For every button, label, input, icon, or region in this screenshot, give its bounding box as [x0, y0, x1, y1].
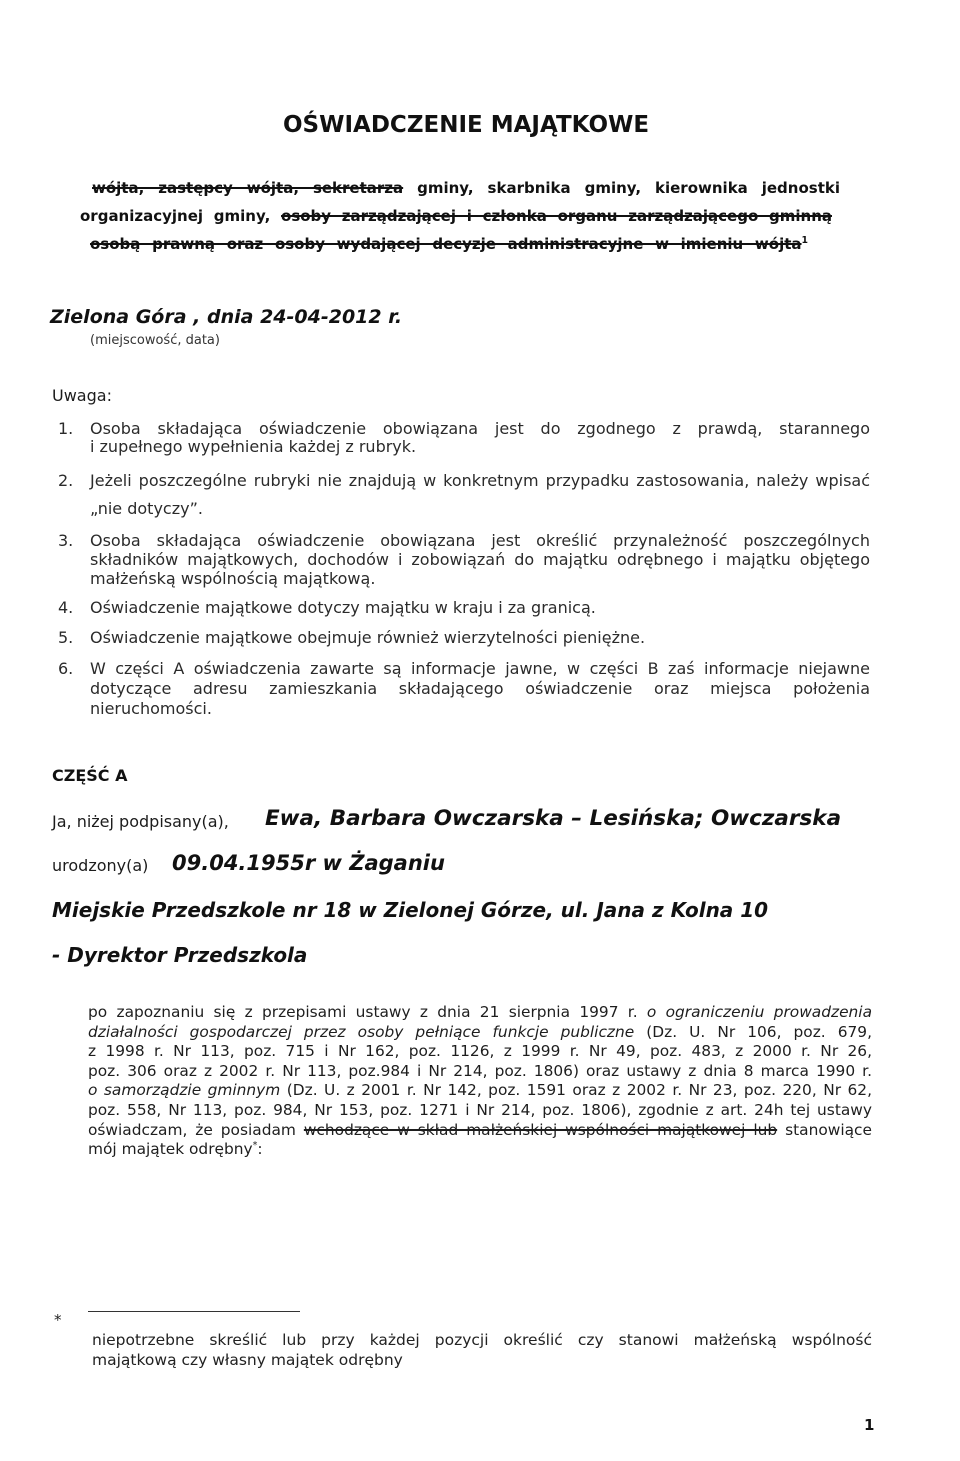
- statute-title: o samorządzie gminnym: [88, 1081, 281, 1099]
- footnote-mark: *: [54, 1311, 62, 1329]
- note-number: 3.: [58, 531, 74, 550]
- note-line: W części A oświadczenia zawarte są informacje jawne, w części B zaś informacje niejawne: [90, 659, 870, 678]
- note-line: składników majątkowych, dochodów i zobowiązań do majątku odrębnego i majątku objętego: [90, 550, 870, 569]
- statement-text: :: [257, 1140, 263, 1158]
- notes-label: Uwaga:: [52, 386, 112, 405]
- subtitle-line-2: [80, 206, 832, 226]
- statement-line: poz. 558, Nr 113, poz. 984, Nr 153, poz. 1271 i Nr 214, poz. 1806), zgodnie z art. 24h tej ustawy: [88, 1101, 872, 1119]
- statement-text: oświadczam, że posiadam: [88, 1121, 296, 1139]
- subtitle-line-1: [92, 178, 840, 198]
- position: - Dyrektor Przedszkola: [52, 943, 308, 967]
- page-number: 1: [864, 1416, 875, 1434]
- part-a-heading: CZĘŚĆ A: [52, 766, 128, 785]
- footnote-reference: *: [252, 1139, 258, 1151]
- struck-text: osobą prawną oraz osoby wydającej decyzje administracyjne w imieniu wójta: [90, 235, 802, 253]
- statement-line: [88, 1140, 872, 1160]
- statement-line: poz. 306 oraz z 2002 r. Nr 113, poz.984 i Nr 214, poz. 1806) oraz ustawy z dnia 8 marca 1990 r.: [88, 1062, 872, 1080]
- note-line: Osoba składająca oświadczenie obowiązana jest do zgodnego z prawdą, starannego: [90, 419, 870, 438]
- note-number: 4.: [58, 598, 74, 617]
- note-number: 5.: [58, 628, 74, 647]
- footnote-line: niepotrzebne skreślić lub przy każdej pozycji określić czy stanowi małżeńską wspólność: [92, 1331, 872, 1349]
- birth-value: 09.04.1955r w Żaganiu: [172, 851, 445, 875]
- note-line: i zupełnego wypełnienia każdej z rubryk.: [90, 437, 417, 456]
- footnote-line: majątkową czy własny majątek odrębny: [92, 1351, 403, 1369]
- note-line: „nie dotyczy”.: [90, 499, 203, 518]
- note-number: 1.: [58, 419, 74, 438]
- note-number: 6.: [58, 659, 74, 678]
- statement-line: z 1998 r. Nr 113, poz. 715 i Nr 162, poz. 1126, z 1999 r. Nr 49, poz. 483, z 2000 r. Nr 26,: [88, 1042, 872, 1060]
- note-line: małżeńską wspólnością majątkową.: [90, 569, 376, 588]
- note-line: Oświadczenie majątkowe obejmuje również wierzytelności pieniężne.: [90, 628, 646, 647]
- statute-title: o ograniczeniu prowadzenia: [646, 1003, 872, 1021]
- statement-line: [88, 1023, 872, 1043]
- note-line: Osoba składająca oświadczenie obowiązana jest określić przynależność poszczególnych: [90, 531, 870, 550]
- footnote-divider: [88, 1311, 300, 1312]
- statement-text: (Dz. U. Nr 106, poz. 679,: [646, 1023, 872, 1041]
- statement-text: (Dz. U. z 2001 r. Nr 142, poz. 1591 oraz z 2002 r. Nr 23, poz. 220, Nr 62,: [286, 1081, 872, 1099]
- subtitle-text: gminy, skarbnika gminy, kierownika jednostki: [417, 179, 840, 197]
- note-line: nieruchomości.: [90, 699, 212, 718]
- subtitle-text: organizacyjnej gminy,: [80, 207, 271, 225]
- declarant-name: Ewa, Barbara Owczarska – Lesińska; Owczarska: [265, 806, 842, 831]
- note-line: Jeżeli poszczególne rubryki nie znajdują w konkretnym przypadku zastosowania, należy wpisać: [90, 471, 870, 490]
- struck-text: wchodzące w skład małżeńskiej wspólności majątkowej lub: [303, 1121, 778, 1139]
- document-title: OŚWIADCZENIE MAJĄTKOWE: [283, 112, 650, 138]
- declarant-label: Ja, niżej podpisany(a),: [52, 812, 229, 831]
- place-date-caption: (miejscowość, data): [90, 333, 220, 348]
- note-line: Oświadczenie majątkowe dotyczy majątku w kraju i za granicą.: [90, 598, 596, 617]
- subtitle-line-3: [90, 234, 808, 254]
- birth-label: urodzony(a): [52, 856, 149, 875]
- statement-line: [88, 1003, 872, 1023]
- footnote-reference: 1: [801, 235, 808, 246]
- statement-text: mój majątek odrębny: [88, 1140, 253, 1158]
- statement-line: [88, 1081, 872, 1101]
- note-line: dotyczące adresu zamieszkania składającego oświadczenie oraz miejsca położenia: [90, 679, 870, 698]
- workplace: Miejskie Przedszkole nr 18 w Zielonej Górze, ul. Jana z Kolna 10: [52, 898, 769, 922]
- note-number: 2.: [58, 471, 74, 490]
- struck-text: osoby zarządzającej i członka organu zarządzającego gminną: [281, 207, 832, 225]
- statement-text: stanowiące: [785, 1121, 872, 1139]
- statement-text: po zapoznaniu się z przepisami ustawy z dnia 21 sierpnia 1997 r.: [88, 1003, 638, 1021]
- statement-line: [88, 1121, 872, 1141]
- struck-text: wójta, zastępcy wójta, sekretarza: [92, 179, 404, 197]
- place-date: Zielona Góra , dnia 24-04-2012 r.: [50, 306, 403, 328]
- statute-title: działalności gospodarczej przez osoby pełniące funkcje publiczne: [88, 1023, 635, 1041]
